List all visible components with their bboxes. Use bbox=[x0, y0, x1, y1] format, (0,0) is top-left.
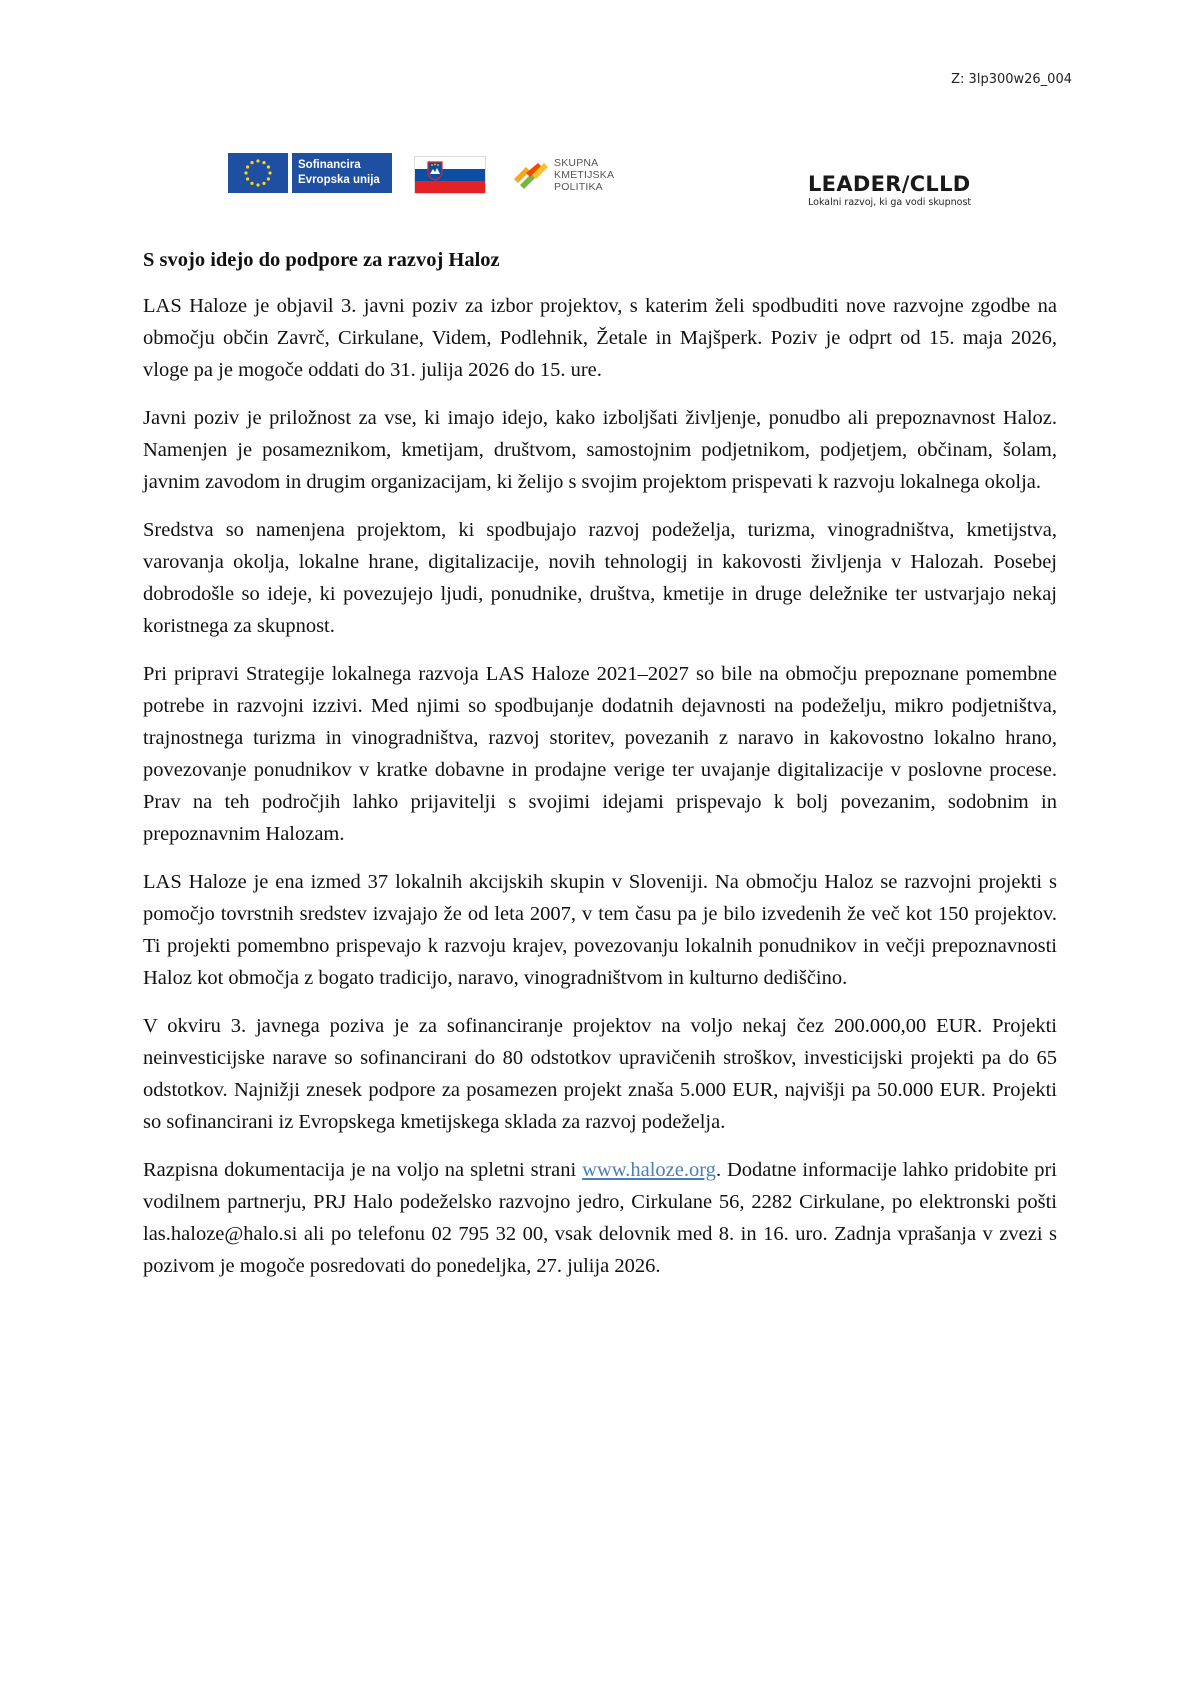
cap-line2: KMETIJSKA bbox=[554, 169, 615, 181]
leader-logo-title: LEADER/CLLD bbox=[808, 172, 971, 196]
eu-logo-line1: Sofinancira bbox=[298, 159, 361, 171]
paragraph-7-end: . Dodatne informacije lahko pridobite pri vodilnem partnerju, PRJ Halo podeželsko razvojno jedro, Cirkulane 56, 2282 Cirkulane, po elektronski pošti las.haloze@halo.si ali po telefonu 02 795 32 00, vsak delovnik med 8. in 16. uro. Zadnja vprašanja v zvezi s pozivom je mogoče posredovati do ponedeljka, 27. julija 2026. bbox=[143, 1159, 1057, 1277]
paragraph-2: Javni poziv je priložnost za vse, ki imajo idejo, kako izboljšati življenje, ponudbo ali prepoznavnost Haloz. Namenjen je posameznikom, kmetijam, društvom, samostojnim podjetnikom, podjetjem, občinam, šolam, javnim zavodom in drugim organizacijam, ki želijo s svojim projektom prispevati k razvoju lokalnega okolja. bbox=[143, 407, 1057, 493]
eu-logo-text bbox=[292, 153, 392, 193]
cap-line3: POLITIKA bbox=[554, 181, 603, 193]
coat-of-arms-icon bbox=[427, 161, 443, 181]
website-link[interactable]: www.haloze.org bbox=[582, 1159, 716, 1181]
eu-cofunding-logo bbox=[228, 152, 392, 194]
article-body bbox=[143, 246, 1057, 1298]
paragraph-3: Sredstva so namenjena projektom, ki spodbujajo razvoj podeželja, turizma, vinogradništva, kmetijstva, varovanja okolja, lokalne hrane, digitalizacije, novih tehnologij in kakovosti življenja v Halozah. Posebej dobrodošle so ideje, ki povezujejo ljudi, ponudnike, društva, kmetije in druge deležnike ter ustvarjajo nekaj koristnega za skupnost. bbox=[143, 519, 1057, 637]
common-agricultural-policy-logo bbox=[512, 150, 622, 200]
paragraph-5: LAS Haloze je ena izmed 37 lokalnih akcijskih skupin v Sloveniji. Na območju Haloz se razvojni projekti s pomočjo tovrstnih sredstev izvajajo že od leta 2007, v tem času pa je bilo izvedenih že več kot 150 projektov. Ti projekti pomembno prispevajo k razvoju krajev, povezovanju lokalnih ponudnikov in večji prepoznavnosti Haloz kot območja z bogato tradicijo, naravo, vinogradništvom in kulturno dediščino. bbox=[143, 871, 1057, 989]
cap-logo-text bbox=[554, 157, 614, 193]
leader-logo-subtitle: Lokalni razvoj, ki ga vodi skupnost bbox=[808, 197, 972, 208]
paragraph-6: V okviru 3. javnega poziva je za sofinanciranje projektov na voljo nekaj čez 200.000,00 EUR. Projekti neinvesticijske narave so sofinancirani do 80 odstotkov upravičenih stroškov, investicijski projekti pa do 65 odstotkov. Najnižji znesek podpore za posamezen projekt znaša 5.000 EUR, najvišji pa 50.000 EUR. Projekti so sofinancirani iz Evropskega kmetijskega sklada za razvoj podeželja. bbox=[143, 1015, 1057, 1133]
document-id: Z: 3lp300w26_004 bbox=[951, 72, 1072, 87]
article-title: S svojo idejo do podpore za razvoj Haloz bbox=[143, 249, 500, 271]
paragraph-7 bbox=[143, 1154, 1057, 1282]
paragraph-7-start: Razpisna dokumentacija je na voljo na spletni strani bbox=[143, 1159, 583, 1181]
eu-flag-icon bbox=[228, 153, 288, 193]
paragraph-1: LAS Haloze je objavil 3. javni poziv za izbor projektov, s katerim želi spodbuditi nove razvojne zgodbe na območju občin Zavrč, Cirkulane, Videm, Podlehnik, Žetale in Majšperk. Poziv je odprt od 15. maja 2026, vloge pa je mogoče oddati do 31. julija 2026 do 15. ure. bbox=[143, 295, 1057, 381]
cap-leaf-icon bbox=[512, 157, 552, 193]
cap-line1: SKUPNA bbox=[554, 157, 599, 169]
leader-clld-logo bbox=[808, 172, 978, 208]
eu-logo-line2: Evropska unija bbox=[298, 174, 380, 186]
paragraph-4: Pri pripravi Strategije lokalnega razvoja LAS Haloze 2021–2027 so bile na območju prepoznane pomembne potrebe in razvojni izzivi. Med njimi so spodbujanje dodatnih dejavnosti na podeželju, mikro podjetništva, trajnostnega turizma in vinogradništva, razvoj storitev, povezanih z naravo in kakovostno lokalno hrano, povezovanje ponudnikov v kratke dobavne in prodajne verige ter uvajanje digitalizacije v poslovne procese. Prav na teh področjih lahko prijavitelji s svojimi idejami prispevajo k bolj povezanim, sodobnim in prepoznavnim Halozam. bbox=[143, 663, 1057, 845]
slovenia-flag-icon bbox=[414, 156, 486, 194]
